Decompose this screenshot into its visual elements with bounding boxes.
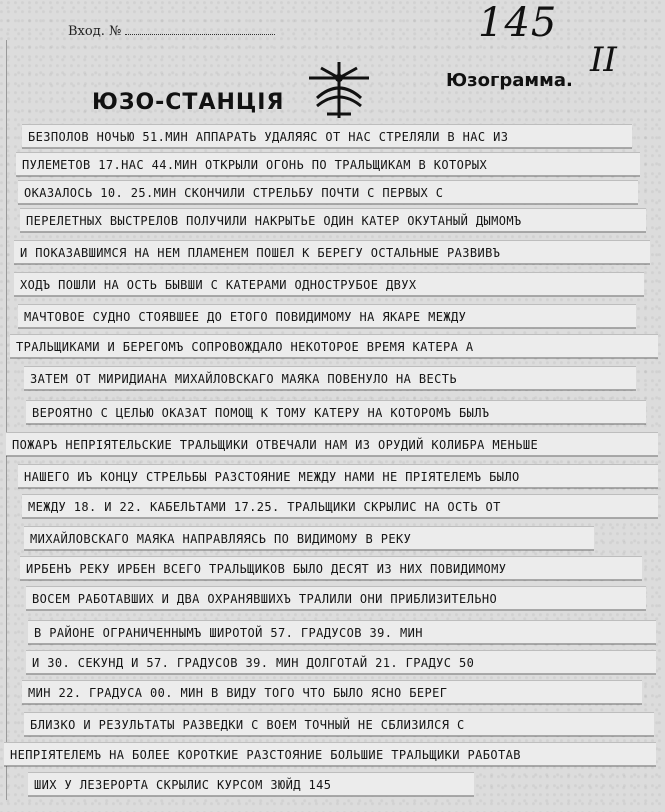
tape-line: ПЕРЕЛЕТНЫХ ВЫСТРЕЛОВ ПОЛУЧИЛИ НАКРЫТЬЕ ОДИН КАТЕР ОКУТАНЫЙ ДЫМОМЪ <box>20 208 646 232</box>
tape-line: ХОДЪ ПОШЛИ НА ОСТЬ БЫВШИ С КАТЕРАМИ ОДНОСТРУБОЕ ДВУХ <box>14 272 644 296</box>
tape-line: ЗАТЕМ ОТ МИРИДИАНА МИХАЙЛОВСКАГО МАЯКА ПОВЕНУЛО НА ВЕСТЬ <box>24 366 636 390</box>
tape-line: ТРАЛЬЩИКАМИ И БЕРЕГОМЪ СОПРОВОЖДАЛО НЕКОТОРОЕ ВРЕМЯ КАТЕРА А <box>10 334 658 358</box>
entry-number-field <box>68 24 275 39</box>
tape-line: ШИХ У ЛЕЗЕРОРТА СКРЫЛИС КУРСОМ ЗЮЙД 145 <box>28 772 474 796</box>
tape-line: БЕЗПОЛОВ НОЧЬЮ 51.МИН АППАРАТЬ УДАЛЯЯС ОТ НАС СТРЕЛЯЛИ В НАС ИЗ <box>22 124 632 148</box>
tape-line: И ПОКАЗАВШИМСЯ НА НЕМ ПЛАМЕНЕМ ПОШЕЛ К БЕРЕГУ ОСТАЛЬНЫЕ РАЗВИВЪ <box>14 240 650 264</box>
tape-line: ВОСЕМ РАБОТАВШИХ И ДВА ОХРАНЯВШИХЪ ТРАЛИЛИ ОНИ ПРИБЛИЗИТЕЛЬНО <box>26 586 646 610</box>
tape-line: ВЕРОЯТНО С ЦЕЛЬЮ ОКАЗАТ ПОМОЩ К ТОМУ КАТЕРУ НА КОТОРОМЪ БЫЛЪ <box>26 400 646 424</box>
margin-line <box>6 40 7 800</box>
tape-line: В РАЙОНЕ ОГРАНИЧЕННЫМЪ ШИРОТОЙ 57. ГРАДУСОВ 39. МИН <box>28 620 656 644</box>
tape-line: МЕЖДУ 18. И 22. КАБЕЛЬТАМИ 17.25. ТРАЛЬЩИКИ СКРЫЛИС НА ОСТЬ ОТ <box>22 494 658 518</box>
entry-label: Вход. № <box>68 24 122 39</box>
station-title: ЮЗО-СТАНЦІЯ <box>92 90 285 115</box>
tape-line: ПОЖАРЪ НЕПРІЯТЕЛЬСКИЕ ТРАЛЬЩИКИ ОТВЕЧАЛИ НАМ ИЗ ОРУДИЙ КОЛИБРА МЕНЬШЕ <box>6 432 658 456</box>
tape-line: МИН 22. ГРАДУСА 00. МИН В ВИДУ ТОГО ЧТО БЫЛО ЯСНО БЕРЕГ <box>22 680 642 704</box>
tape-line: ИРБЕНЪ РЕКУ ИРБЕН ВСЕГО ТРАЛЬЩИКОВ БЫЛО ДЕСЯТ ИЗ НИХ ПОВИДИМОМУ <box>20 556 642 580</box>
entry-underline <box>125 34 275 35</box>
tape-line: ПУЛЕМЕТОВ 17.НАС 44.МИН ОТКРЫЛИ ОГОНЬ ПО ТРАЛЬЩИКАМ В КОТОРЫХ <box>16 152 640 176</box>
tape-line: ОКАЗАЛОСЬ 10. 25.МИН СКОНЧИЛИ СТРЕЛЬБУ ПОЧТИ С ПЕРВЫХ С <box>18 180 638 204</box>
handwritten-side-mark: II <box>590 40 617 80</box>
handwritten-number: 145 <box>478 0 558 46</box>
tape-line: МАЧТОВОЕ СУДНО СТОЯВШЕЕ ДО ЕТОГО ПОВИДИМОМУ НА ЯКАРЕ МЕЖДУ <box>18 304 636 328</box>
tape-line: БЛИЗКО И РЕЗУЛЬТАТЫ РАЗВЕДКИ С ВОЕМ ТОЧНЫЙ НЕ СБЛИЗИЛСЯ С <box>24 712 654 736</box>
telegraph-emblem-icon <box>303 58 375 122</box>
tape-line: НАШЕГО ИЪ КОНЦУ СТРЕЛЬБЫ РАЗСТОЯНИЕ МЕЖДУ НАМИ НЕ ПРІЯТЕЛЕМЪ БЫЛО <box>18 464 658 488</box>
tape-line: МИХАЙЛОВСКАГО МАЯКА НАПРАВЛЯЯСЬ ПО ВИДИМОМУ В РЕКУ <box>24 526 594 550</box>
form-title: Юзограмма. <box>446 70 573 91</box>
tape-line: НЕПРІЯТЕЛЕМЪ НА БОЛЕЕ КОРОТКИЕ РАЗСТОЯНИЕ БОЛЬШИЕ ТРАЛЬЩИКИ РАБОТАВ <box>4 742 656 766</box>
tape-line: И 30. СЕКУНД И 57. ГРАДУСОВ 39. МИН ДОЛГОТАЙ 21. ГРАДУС 50 <box>26 650 656 674</box>
